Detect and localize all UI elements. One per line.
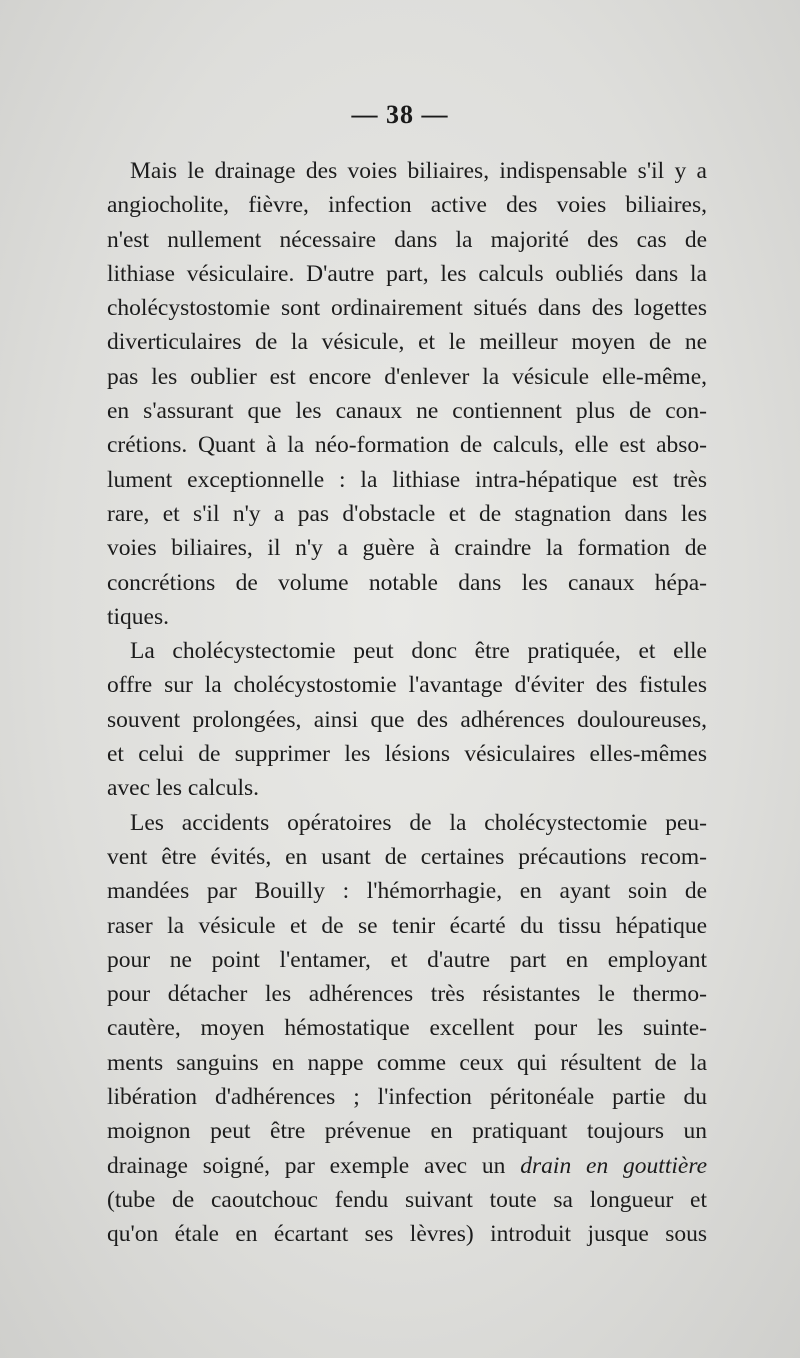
text-line: La cholécystectomie peut donc être pratiquée, et elle <box>130 638 707 665</box>
text-line: mandées par Bouilly : l'hémorrhagie, en ayant soin de <box>107 878 707 905</box>
text-line: avec les calculs. <box>107 775 260 802</box>
text-line: n'est nullement nécessaire dans la majorité des cas de <box>107 226 707 253</box>
text-line: Les accidents opératoires de la cholécystectomie peu- <box>130 809 707 836</box>
text-line: pour détacher les adhérences très résistantes le thermo- <box>107 981 707 1008</box>
paragraph-1 <box>107 154 707 634</box>
body-text <box>107 154 707 1252</box>
text-line: qu'on étale en écartant ses lèvres) introduit jusque sous <box>107 1221 707 1248</box>
text-line: (tube de caoutchouc fendu suivant toute sa longueur et <box>107 1186 707 1213</box>
text-line: cholécystostomie sont ordinairement situés dans des logettes <box>107 295 707 322</box>
text-line: crétions. Quant à la néo-formation de calculs, elle est abso- <box>107 432 707 459</box>
text-line: souvent prolongées, ainsi que des adhérences douloureuses, <box>107 706 707 733</box>
text-segment: drainage soigné, par exemple avec un <box>107 1152 506 1179</box>
text-line: concrétions de volume notable dans les canaux hépa- <box>107 569 707 596</box>
italic-term: drain en gouttière <box>520 1152 708 1179</box>
text-line: libération d'adhérences ; l'infection péritonéale partie du <box>107 1084 707 1111</box>
text-line: et celui de supprimer les lésions vésiculaires elles-mêmes <box>107 741 707 768</box>
text-line: vent être évités, en usant de certaines précautions recom- <box>107 843 707 870</box>
text-line: offre sur la cholécystostomie l'avantage d'éviter des fistules <box>107 672 707 699</box>
text-line: rare, et s'il n'y a pas d'obstacle et de stagnation dans les <box>107 500 707 527</box>
text-line: ments sanguins en nappe comme ceux qui résultent de la <box>107 1049 707 1076</box>
text-line: moignon peut être prévenue en pratiquant toujours un <box>107 1118 707 1145</box>
text-line: angiocholite, fièvre, infection active des voies biliaires, <box>107 192 707 219</box>
text-line: pas les oublier est encore d'enlever la vésicule elle-même, <box>107 363 707 390</box>
text-line: tiques. <box>107 603 170 630</box>
paragraph-3 <box>107 806 707 1252</box>
text-line: voies biliaires, il n'y a guère à craindre la formation de <box>107 535 707 562</box>
text-line: en s'assurant que les canaux ne contiennent plus de con- <box>107 398 707 425</box>
text-line: lithiase vésiculaire. D'autre part, les calculs oubliés dans la <box>107 260 707 287</box>
text-line: pour ne point l'entamer, et d'autre part en employant <box>107 946 707 973</box>
text-line: diverticulaires de la vésicule, et le meilleur moyen de ne <box>107 329 707 356</box>
text-line: lument exceptionnelle : la lithiase intra-hépatique est très <box>107 466 707 493</box>
text-line: Mais le drainage des voies biliaires, indispensable s'il y a <box>130 158 707 184</box>
page-number: — 38 — <box>351 100 449 129</box>
text-line: raser la vésicule et de se tenir écarté du tissu hépatique <box>107 912 707 939</box>
paragraph-2 <box>107 634 707 805</box>
text-line-with-italic <box>107 1149 707 1183</box>
text-line: cautère, moyen hémostatique excellent pour les suinte- <box>107 1015 707 1042</box>
